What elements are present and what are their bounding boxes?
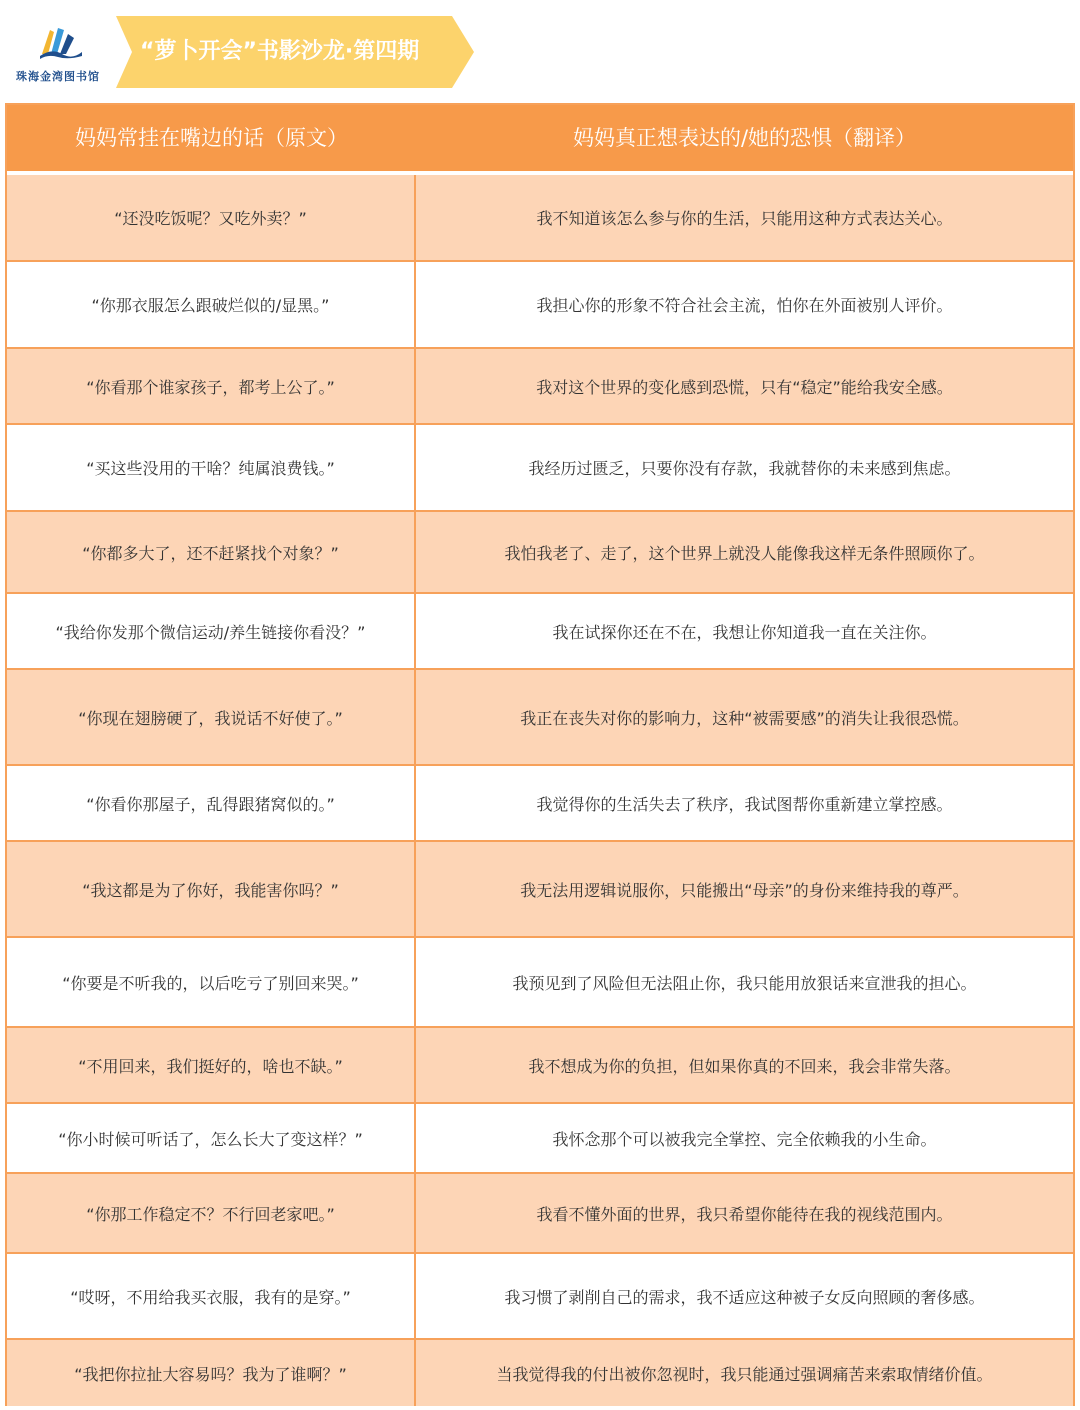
translation-text: 我觉得你的生活失去了秩序，我试图帮你重新建立掌控感。 — [536, 794, 953, 814]
original-quote: “你那工作稳定不？不行回老家吧。” — [7, 1174, 416, 1252]
table-row — [7, 423, 1073, 510]
translation-text: 我看不懂外面的世界，我只希望你能待在我的视线范围内。 — [536, 1204, 953, 1224]
original-quote: “你要是不听我的，以后吃亏了别回来哭。” — [7, 938, 416, 1026]
table-row — [7, 764, 1073, 840]
translation-text: 我经历过匮乏，只要你没有存款，我就替你的未来感到焦虑。 — [528, 459, 961, 478]
translation-text: 我怕我老了、走了，这个世界上就没人能像我这样无条件照顾你了。 — [504, 543, 985, 563]
table-row — [7, 510, 1073, 592]
original-quote: “你现在翅膀硬了，我说话不好使了。” — [7, 670, 416, 764]
translation-text: 我正在丧失对你的影响力，这种“被需要感”的消失让我很恐慌。 — [520, 708, 969, 728]
original-quote: “你看你那屋子，乱得跟猪窝似的。” — [7, 766, 416, 840]
event-title: “萝卜开会”书影沙龙·第四期 — [140, 39, 420, 64]
event-title-banner — [116, 16, 476, 88]
table-row — [7, 592, 1073, 668]
column-header-original: 妈妈常挂在嘴边的话（原文） — [75, 126, 348, 150]
translation-table — [5, 103, 1075, 1406]
original-quote: “我这都是为了你好，我能害你吗？” — [7, 842, 416, 936]
translation-text: 我无法用逻辑说服你，只能搬出“母亲”的身份来维持我的尊严。 — [520, 880, 969, 900]
table-row — [7, 840, 1073, 936]
table-row — [7, 668, 1073, 764]
column-header-translation: 妈妈真正想表达的/她的恐惧（翻译） — [572, 126, 917, 150]
translation-text: 我不知道该怎么参与你的生活，只能用这种方式表达关心。 — [536, 209, 953, 228]
translation-text: 我在试探你还在不在，我想让你知道我一直在关注你。 — [552, 622, 937, 642]
original-quote: “买这些没用的干啥？纯属浪费钱。” — [7, 425, 416, 510]
original-quote: “我给你发那个微信运动/养生链接你看没？” — [7, 594, 416, 668]
translation-text: 我预见到了风险但无法阻止你，我只能用放狠话来宣泄我的担心。 — [512, 973, 977, 993]
table-row — [7, 171, 1073, 260]
original-quote: “还没吃饭呢？又吃外卖？” — [7, 175, 416, 260]
translation-text: 我不想成为你的负担，但如果你真的不回来，我会非常失落。 — [528, 1056, 961, 1076]
translation-text: 我担心你的形象不符合社会主流，怕你在外面被别人评价。 — [536, 296, 953, 315]
original-quote: “我把你拉扯大容易吗？我为了谁啊？” — [7, 1340, 416, 1406]
translation-text: 我习惯了剥削自己的需求，我不适应这种被子女反向照顾的奢侈感。 — [504, 1287, 985, 1307]
original-quote: “你都多大了，还不赶紧找个对象？” — [7, 512, 416, 592]
table-row — [7, 260, 1073, 347]
table-header — [7, 105, 1073, 171]
original-quote: “不用回来，我们挺好的，啥也不缺。” — [7, 1028, 416, 1102]
library-logo-icon — [38, 24, 82, 64]
page-header — [0, 0, 1080, 100]
original-quote: “你那衣服怎么跟破烂似的/显黑。” — [7, 262, 416, 347]
table-row — [7, 1102, 1073, 1172]
library-name: 珠海金湾图书馆 — [16, 70, 100, 83]
original-quote: “哎呀，不用给我买衣服，我有的是穿。” — [7, 1254, 416, 1338]
table-row — [7, 347, 1073, 423]
table-row — [7, 1338, 1073, 1406]
library-logo — [10, 24, 106, 88]
table-row — [7, 1252, 1073, 1338]
table-body — [7, 171, 1073, 1406]
translation-text: 我对这个世界的变化感到恐慌，只有“稳定”能给我安全感。 — [536, 377, 953, 397]
original-quote: “你小时候可听话了，怎么长大了变这样？” — [7, 1104, 416, 1172]
original-quote: “你看那个谁家孩子，都考上公了。” — [7, 349, 416, 423]
translation-text: 我怀念那个可以被我完全掌控、完全依赖我的小生命。 — [552, 1129, 937, 1149]
translation-text: 当我觉得我的付出被你忽视时，我只能通过强调痛苦来索取情绪价值。 — [496, 1364, 993, 1384]
table-row — [7, 1026, 1073, 1102]
table-row — [7, 1172, 1073, 1252]
table-row — [7, 936, 1073, 1026]
